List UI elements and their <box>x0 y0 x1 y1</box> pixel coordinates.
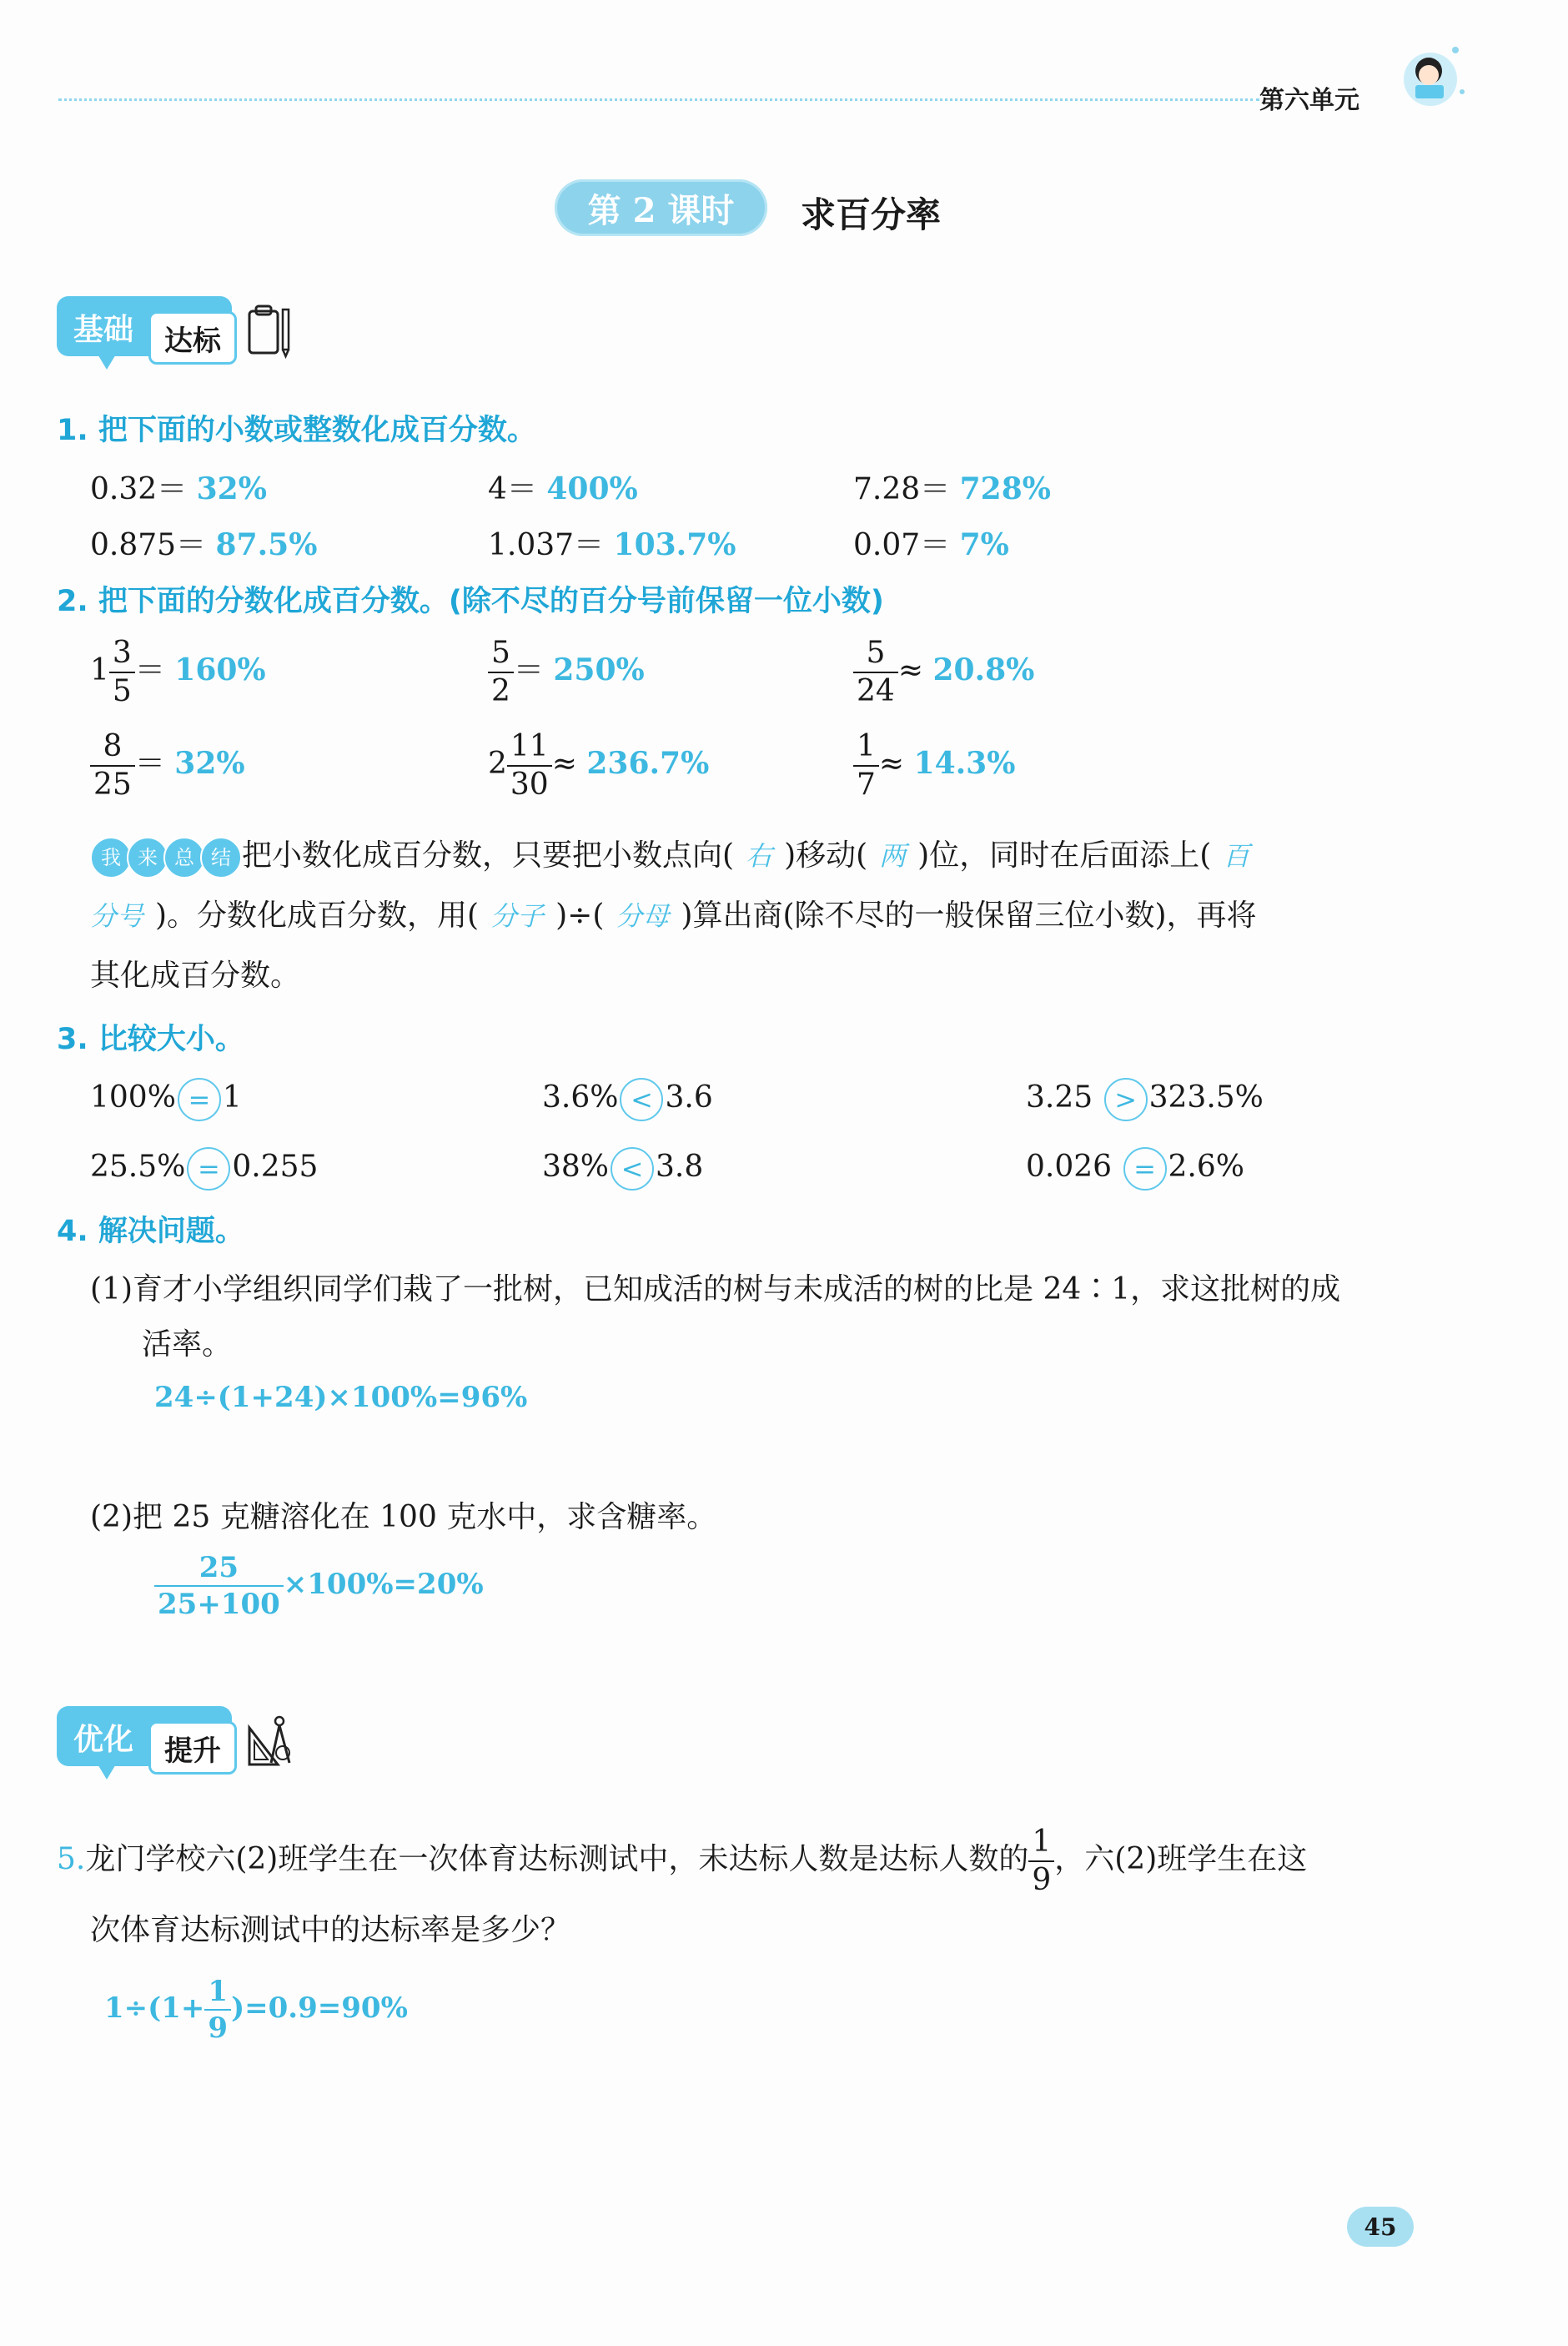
q4-p1-answer: 24÷(1+24)×100%=96% <box>154 1381 528 1414</box>
q4-p2: (2)把 25 克糖溶化在 100 克水中，求含糖率。 <box>90 1500 717 1534</box>
girl-reading-icon <box>1389 33 1472 117</box>
page-number: 45 <box>1347 2207 1414 2247</box>
q4-title: 4. 解决问题。 <box>57 1215 244 1248</box>
q1-item: 7.28＝ 728% <box>853 471 1051 506</box>
lesson-title: 求百分率 <box>801 194 942 235</box>
q3-item: 25.5% = 0.255 <box>90 1147 318 1191</box>
q4-p2-answer: $\frac{25}{25+100}$ ×100%=20% <box>154 1553 484 1619</box>
clipboard-icon <box>244 301 294 360</box>
lesson-badge: 第 2 课时 <box>555 179 767 236</box>
q5-answer: 1÷(1+ $\frac{1}{9}$ )=0.9=90% <box>104 1975 408 2045</box>
q2-item: 2 $\frac{11}{30}$ ≈ 236.7% <box>488 729 710 802</box>
q3-item: 100% = 1 <box>90 1078 242 1121</box>
q2-item: $\frac{5}{2}$ ＝ 250% <box>488 638 645 707</box>
section-basic-left: 基础 <box>73 313 134 347</box>
q1-item: 0.32＝ 32% <box>90 471 267 506</box>
q3-item: 3.25 > 323.5% <box>1026 1078 1264 1121</box>
header-divider <box>58 98 1259 101</box>
q3-item: 3.6% < 3.6 <box>542 1078 713 1121</box>
q2-item: $\frac{8}{25}$ ＝ 32% <box>90 732 245 800</box>
q2-item: $\frac{1}{7}$ ≈ 14.3% <box>853 732 1015 800</box>
q1-item: 0.07＝ 7% <box>853 527 1009 562</box>
summary-block: 我 来 总 结 把小数化成百分数，只要把小数点向( 右 )移动( 两 )位，同时在后面添上( 百 分号 )。分数化成百分数，用( 分子 )÷( 分母 )算出商(除不尽的一般保留三位小数)，再将 其化成百分数。 <box>90 838 1257 993</box>
q3-title: 3. 比较大小。 <box>57 1023 244 1056</box>
ruler-compass-icon <box>244 1711 294 1770</box>
section-basic-badge <box>57 296 232 375</box>
q1-title: 1. 把下面的小数或整数化成百分数。 <box>57 414 536 447</box>
q3-item: 38% < 3.8 <box>542 1147 703 1191</box>
q2-item: $\frac{5}{24}$ ≈ 20.8% <box>853 638 1034 707</box>
q3-item: 0.026 = 2.6% <box>1026 1147 1244 1191</box>
q5-line2: 次体育达标测试中的达标率是多少？ <box>90 1913 571 1947</box>
q2-title: 2. 把下面的分数化成百分数。(除不尽的百分号前保留一位小数) <box>57 585 884 618</box>
q5-line1: 5.龙门学校六(2)班学生在一次体育达标测试中，未达标人数是达标人数的 $\frac{1}{9}$ ，六(2)班学生在这 <box>57 1825 1308 1897</box>
q4-p1-line1: (1)育才小学组织同学们栽了一批树，已知成活的树与未成活的树的比是 24∶1，求这批树的成 <box>90 1272 1341 1306</box>
q1-item: 4＝ 400% <box>488 471 638 506</box>
summary-badge: 我 来 总 结 <box>90 837 237 878</box>
section-advance-badge <box>57 1706 232 1785</box>
q4-p1-line2: 活率。 <box>142 1327 233 1362</box>
q1-item: 1.037＝ 103.7% <box>488 527 736 562</box>
q2-item: 1 $\frac{3}{5}$ ＝ 160% <box>90 636 266 708</box>
section-basic-right: 达标 <box>148 311 237 365</box>
section-advance-left: 优化 <box>73 1723 134 1757</box>
q1-item: 0.875＝ 87.5% <box>90 527 318 562</box>
unit-label: 第六单元 <box>1259 86 1359 115</box>
section-advance-right: 提升 <box>148 1721 237 1775</box>
